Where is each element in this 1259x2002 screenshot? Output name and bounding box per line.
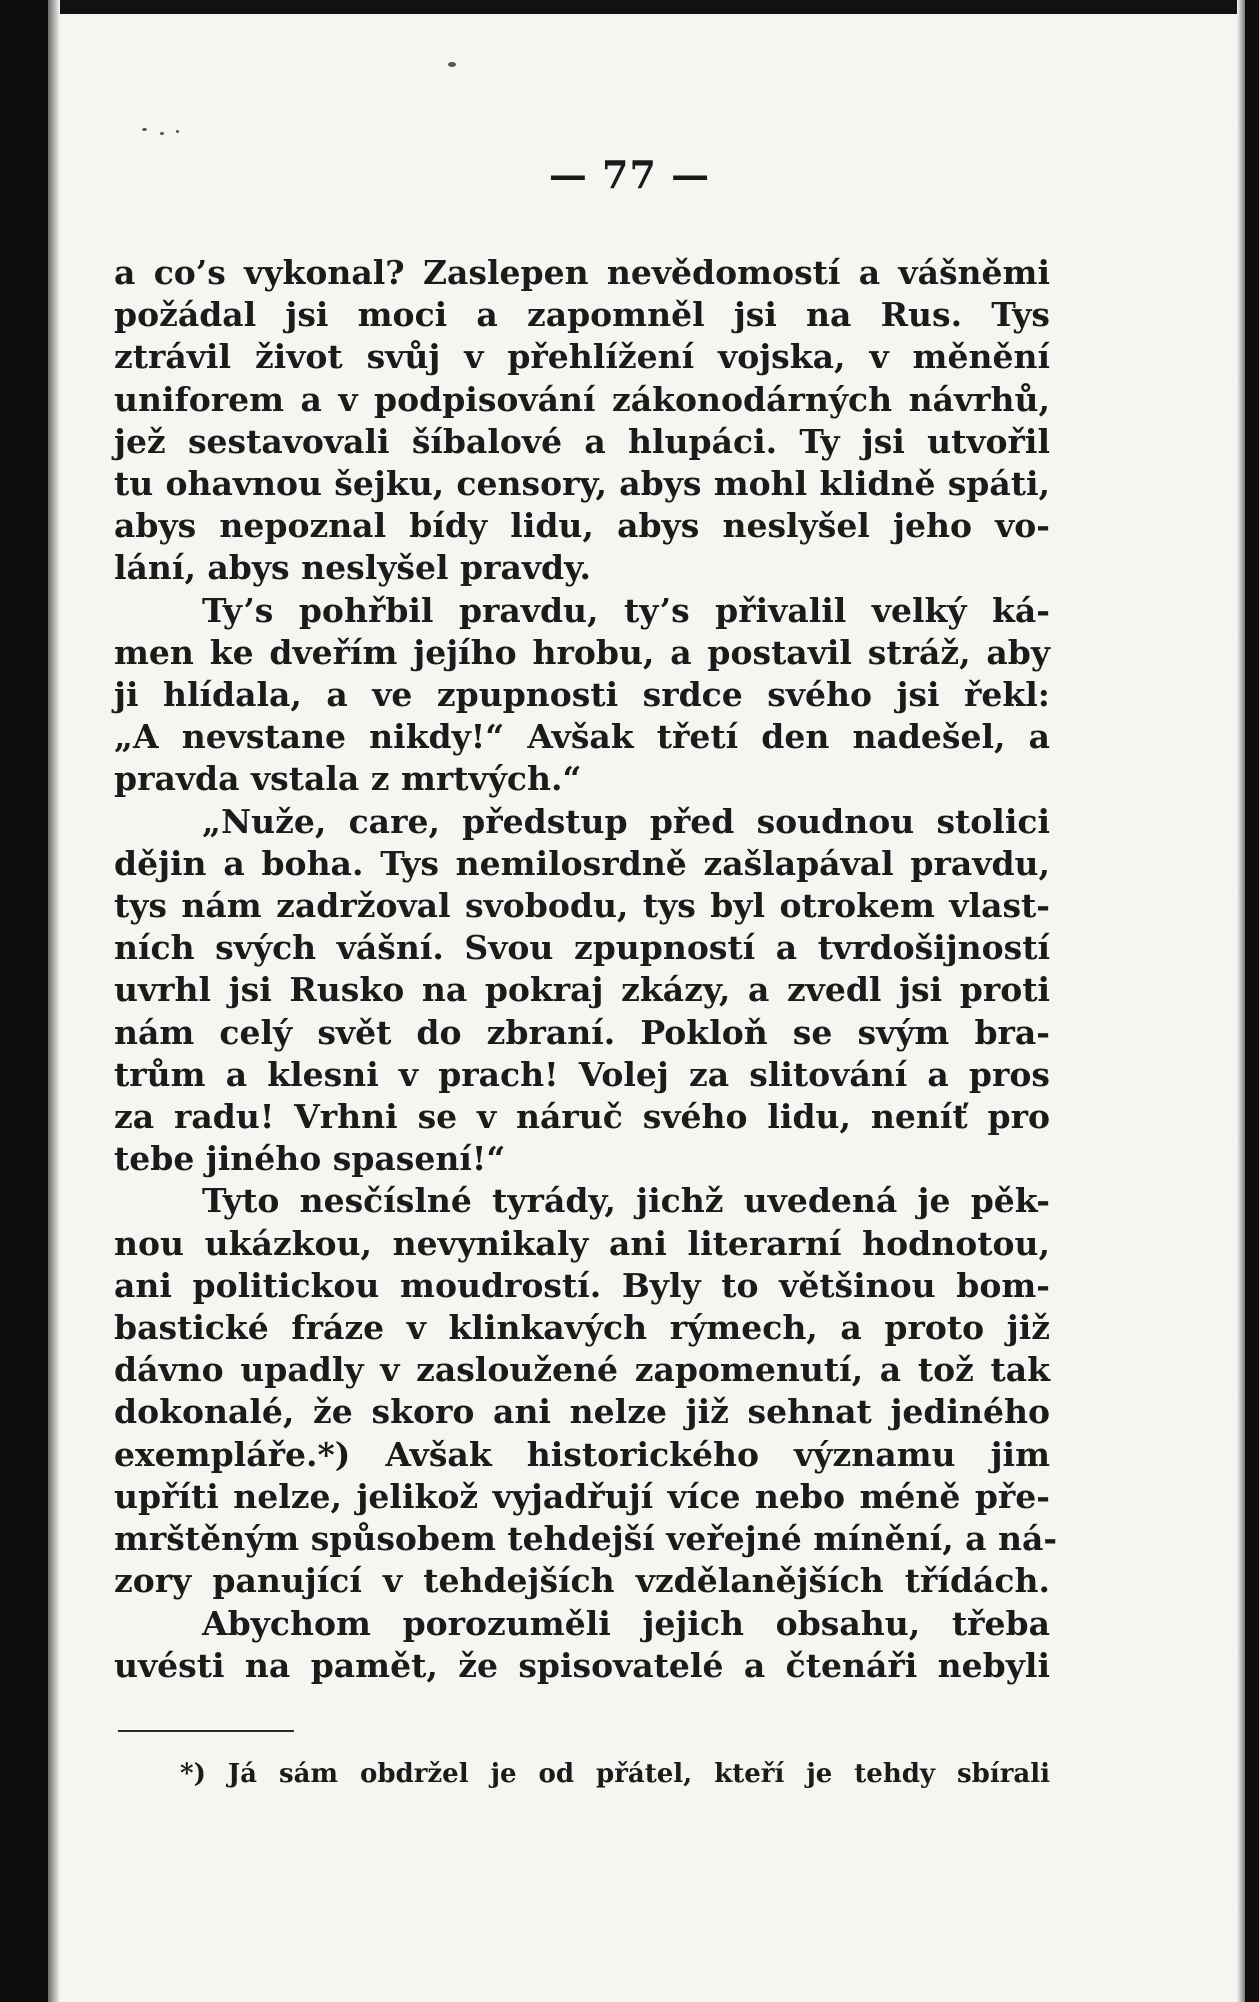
footnote: *) Já sám obdržel je od přátel, kteří je tehdy sbírali [180, 1759, 1050, 1789]
text-line: požádal jsi moci a zapomněl jsi na Rus. Tys [114, 295, 1050, 335]
text-line: Tyto nesčíslné tyrády, jichž uvedená je pěk- [202, 1181, 1050, 1221]
text-line: men ke dveřím jejího hrobu, a postavil stráž, aby [114, 632, 1050, 672]
text-line: uniforem a v podpisování zákonodárných návrhů, [114, 379, 1050, 419]
text-line: lání, abys neslyšel pravdy. [114, 548, 591, 588]
scan-left-border [0, 0, 48, 2002]
text-line: „A nevstane nikdy!“ Avšak třetí den nadešel, a [114, 717, 1050, 757]
text-line: nám celý svět do zbraní. Pokloň se svým bra- [114, 1012, 1050, 1052]
text-line: mrštěným spůsobem tehdejší veřejné mínění, a ná- [114, 1519, 1058, 1559]
scan-left-shadow [48, 0, 60, 2002]
text-line: abys nepoznal bídy lidu, abys neslyšel jeho vo- [114, 506, 1050, 546]
text-line: tu ohavnou šejku, censory, abys mohl klidně spáti, [114, 464, 1050, 504]
ink-speck [142, 128, 147, 131]
text-line: ji hlídala, a ve zpupnosti srdce svého jsi řekl: [114, 675, 1050, 715]
text-line: ních svých vášní. Svou zpupností a tvrdošijností [114, 928, 1050, 968]
page-number: — 77 — [548, 152, 711, 197]
text-line: bastické fráze v klinkavých rýmech, a proto již [114, 1308, 1050, 1348]
scan-right-border [1245, 0, 1259, 2002]
text-line: uvrhl jsi Rusko na pokraj zkázy, a zvedl jsi proti [114, 970, 1050, 1010]
text-line: ani politickou moudrostí. Byly to většinou bom- [114, 1265, 1050, 1305]
text-line: tebe jiného spasení!“ [114, 1139, 506, 1179]
ink-speck [176, 130, 179, 133]
body-text [114, 252, 1058, 1687]
text-line: zory panující v tehdejších vzdělanějších třídách. [114, 1561, 1050, 1601]
text-line: a co’s vykonal? Zaslepen nevědomostí a vášněmi [114, 253, 1050, 292]
ink-speck [448, 62, 456, 67]
text-line: jež sestavovali šíbalové a hlupáci. Ty jsi utvořil [114, 421, 1050, 461]
text-line: „Nuže, care, předstup před soudnou stolici [202, 801, 1050, 841]
text-line: dávno upadly v zasloužené zapomenutí, a tož tak [114, 1350, 1050, 1390]
text-line: nou ukázkou, nevynikaly ani literarní hodnotou, [114, 1223, 1050, 1263]
text-line: dějin a boha. Tys nemilosrdně zašlapával pravdu, [114, 843, 1050, 883]
text-line: pravda vstala z mrtvých.“ [114, 759, 582, 799]
text-line: exempláře.*) Avšak historického významu jim [114, 1434, 1050, 1474]
footnote-rule [118, 1730, 294, 1732]
text-line: za radu! Vrhni se v náruč svého lidu, neníť pro [114, 1097, 1050, 1137]
text-line: uvésti na pamět, že spisovatelé a čtenáři nebyli [114, 1645, 1050, 1685]
text-line: trům a klesni v prach! Volej za slitování a pros [114, 1054, 1050, 1094]
text-line: upříti nelze, jelikož vyjadřují více nebo méně pře- [114, 1476, 1050, 1516]
text-line: dokonalé, že skoro ani nelze již sehnat jediného [114, 1392, 1050, 1432]
text-line: Ty’s pohřbil pravdu, ty’s přivalil velký ká- [202, 590, 1050, 630]
ink-speck [160, 132, 164, 135]
scan-right-shadow [1237, 0, 1245, 2002]
text-line: Abychom porozuměli jejich obsahu, třeba [202, 1603, 1050, 1643]
text-line: ztrávil život svůj v přehlížení vojska, v měnění [114, 337, 1050, 377]
scan-top-border [0, 0, 1259, 14]
text-line: tys nám zadržoval svobodu, tys byl otrokem vlast- [114, 886, 1050, 926]
